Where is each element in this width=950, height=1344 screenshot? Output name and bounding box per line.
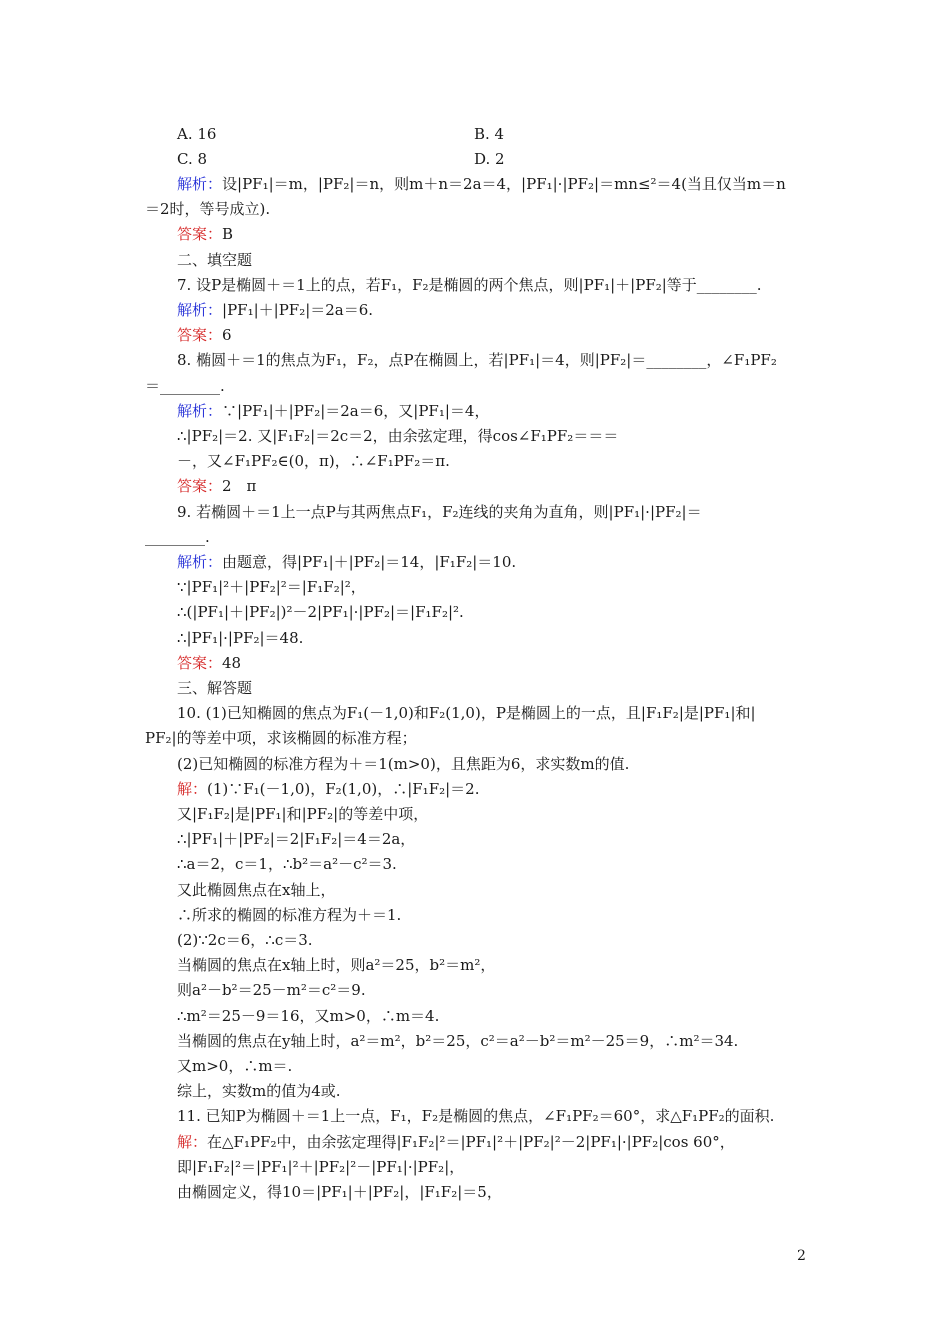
line-text: |PF₁|＋|PF₂|＝2a＝6.	[222, 301, 374, 319]
text-line	[177, 426, 618, 448]
line-text: ∴|PF₁|＋|PF₂|＝2|F₁F₂|＝4＝2a，	[177, 830, 416, 848]
option-a: A. 16	[177, 125, 217, 143]
analysis-label: 解析：	[177, 402, 223, 420]
text-line	[177, 1157, 464, 1179]
text-line	[177, 754, 629, 776]
text-line	[177, 678, 252, 700]
line-text: B	[222, 225, 234, 243]
text-line	[177, 779, 480, 801]
line-text: 6	[222, 326, 232, 344]
text-line	[177, 476, 256, 498]
line-text: (2)已知椭圆的标准方程为＋＝1(m>0)，且焦距为6，求实数m的值.	[177, 755, 630, 773]
text-line	[177, 1056, 292, 1078]
line-text: 又此椭圆焦点在x轴上，	[177, 881, 336, 899]
text-line	[145, 527, 210, 549]
line-text: (1)∵F₁(－1,0)，F₂(1,0)，∴|F₁F₂|＝2.	[207, 780, 480, 798]
line-text: 又|F₁F₂|是|PF₁|和|PF₂|的等差中项，	[177, 805, 429, 823]
text-line	[177, 930, 313, 952]
text-line	[177, 250, 252, 272]
text-line	[177, 350, 777, 372]
line-text: ＝2时，等号成立).	[145, 200, 271, 218]
line-text: 在△F₁PF₂中，由余弦定理得|F₁F₂|²＝|PF₁|²＋|PF₂|²－2|PF₁|·|PF₂|cos 60°，	[207, 1133, 735, 1151]
line-text: 9. 若椭圆＋＝1上一点P与其两焦点F₁，F₂连线的夹角为直角，则|PF₁|·|PF₂|＝	[177, 503, 702, 521]
line-text: ∴a＝2，c＝1，∴b²＝a²－c²＝3.	[177, 855, 397, 873]
line-text: 设|PF₁|＝m，|PF₂|＝n，则m＋n＝2a＝4，|PF₁|·|PF₂|＝mn≤²＝4(当且仅当m＝n	[222, 175, 786, 193]
line-text: 8. 椭圆＋＝1的焦点为F₁，F₂，点P在椭圆上，若|PF₁|＝4，则|PF₂|＝________，∠F₁PF₂	[177, 351, 777, 369]
text-line	[177, 224, 233, 246]
line-text: 当椭圆的焦点在x轴上时，则a²＝25，b²＝m²，	[177, 956, 496, 974]
analysis-label: 解析：	[177, 301, 223, 319]
text-line	[177, 1182, 502, 1204]
line-text: ＝________.	[145, 377, 225, 395]
line-text: 48	[222, 654, 242, 672]
text-line	[177, 1031, 738, 1053]
line-text: 11. 已知P为椭圆＋＝1上一点，F₁，F₂是椭圆的焦点，∠F₁PF₂＝60°，求△F₁PF₂的面积.	[177, 1107, 775, 1125]
text-line	[177, 829, 415, 851]
text-line	[177, 1081, 341, 1103]
answer-label: 答案：	[177, 654, 223, 672]
text-line	[177, 804, 428, 826]
text-line	[177, 905, 401, 927]
option-c: C. 8	[177, 150, 208, 168]
line-text: 当椭圆的焦点在y轴上时，a²＝m²，b²＝25，c²＝a²－b²＝m²－25＝9，∴m²＝34.	[177, 1032, 739, 1050]
line-text: ∵|PF₁|＋|PF₂|＝2a＝6，又|PF₁|＝4，	[222, 402, 490, 420]
text-line	[177, 1106, 774, 1128]
line-text: －，又∠F₁PF₂∈(0，π)，∴∠F₁PF₂＝π.	[177, 452, 450, 470]
line-text: 10. (1)已知椭圆的焦点为F₁(－1,0)和F₂(1,0)，P是椭圆上的一点，且|F₁F₂|是|PF₁|和|	[177, 704, 756, 722]
text-line	[145, 199, 270, 221]
text-line	[177, 955, 495, 977]
text-line	[177, 854, 397, 876]
answer-label: 答案：	[177, 225, 223, 243]
text-line	[177, 451, 450, 473]
line-text: ∴|PF₂|＝2. 又|F₁F₂|＝2c＝2，由余弦定理，得cos∠F₁PF₂＝＝＝	[177, 427, 619, 445]
text-line	[177, 703, 756, 725]
text-line	[177, 577, 366, 599]
line-text: 2 π	[222, 477, 257, 495]
text-line	[177, 1132, 735, 1154]
text-line	[177, 300, 373, 322]
analysis-label: 解析：	[177, 175, 223, 193]
page-number: 2	[797, 1248, 806, 1264]
line-text: ∴m²＝25－9＝16，又m>0，∴m＝4.	[177, 1007, 440, 1025]
line-text: ∴(|PF₁|＋|PF₂|)²－2|PF₁|·|PF₂|＝|F₁F₂|².	[177, 603, 464, 621]
text-line	[177, 552, 516, 574]
line-text: ∴|PF₁|·|PF₂|＝48.	[177, 629, 304, 647]
answer-label: 答案：	[177, 326, 223, 344]
line-text: 又m>0，∴m＝.	[177, 1057, 293, 1075]
line-text: 二、填空题	[177, 251, 253, 269]
line-text: ________.	[145, 528, 210, 546]
line-text: ∴所求的椭圆的标准方程为＋＝1.	[177, 906, 402, 924]
analysis-label: 解析：	[177, 553, 223, 571]
text-line	[177, 174, 786, 196]
text-line	[177, 401, 489, 423]
line-text: 由椭圆定义，得10＝|PF₁|＋|PF₂|，|F₁F₂|＝5，	[177, 1183, 502, 1201]
line-text: ∵|PF₁|²＋|PF₂|²＝|F₁F₂|²，	[177, 578, 366, 596]
text-line	[177, 325, 232, 347]
answer-label: 解：	[177, 780, 208, 798]
text-line	[177, 880, 335, 902]
line-text: 由题意，得|PF₁|＋|PF₂|＝14，|F₁F₂|＝10.	[222, 553, 517, 571]
text-line	[177, 628, 303, 650]
option-d: D. 2	[474, 150, 505, 168]
text-line	[145, 376, 225, 398]
line-text: 7. 设P是椭圆＋＝1上的点，若F₁，F₂是椭圆的两个焦点，则|PF₁|＋|PF₂|等于________.	[177, 276, 762, 294]
line-text: (2)∵2c＝6，∴c＝3.	[177, 931, 313, 949]
line-text: 即|F₁F₂|²＝|PF₁|²＋|PF₂|²－|PF₁|·|PF₂|，	[177, 1158, 465, 1176]
text-line	[177, 980, 366, 1002]
line-text: 三、解答题	[177, 679, 253, 697]
line-text: 综上，实数m的值为4或.	[177, 1082, 341, 1100]
text-line	[177, 602, 464, 624]
option-b: B. 4	[474, 125, 505, 143]
answer-label: 解：	[177, 1133, 208, 1151]
line-text: 则a²－b²＝25－m²＝c²＝9.	[177, 981, 366, 999]
text-line	[177, 275, 762, 297]
text-line	[177, 502, 702, 524]
text-line	[177, 1006, 439, 1028]
text-line	[145, 728, 417, 750]
answer-label: 答案：	[177, 477, 223, 495]
line-text: PF₂|的等差中项，求该椭圆的标准方程；	[145, 729, 417, 747]
text-line	[177, 653, 241, 675]
